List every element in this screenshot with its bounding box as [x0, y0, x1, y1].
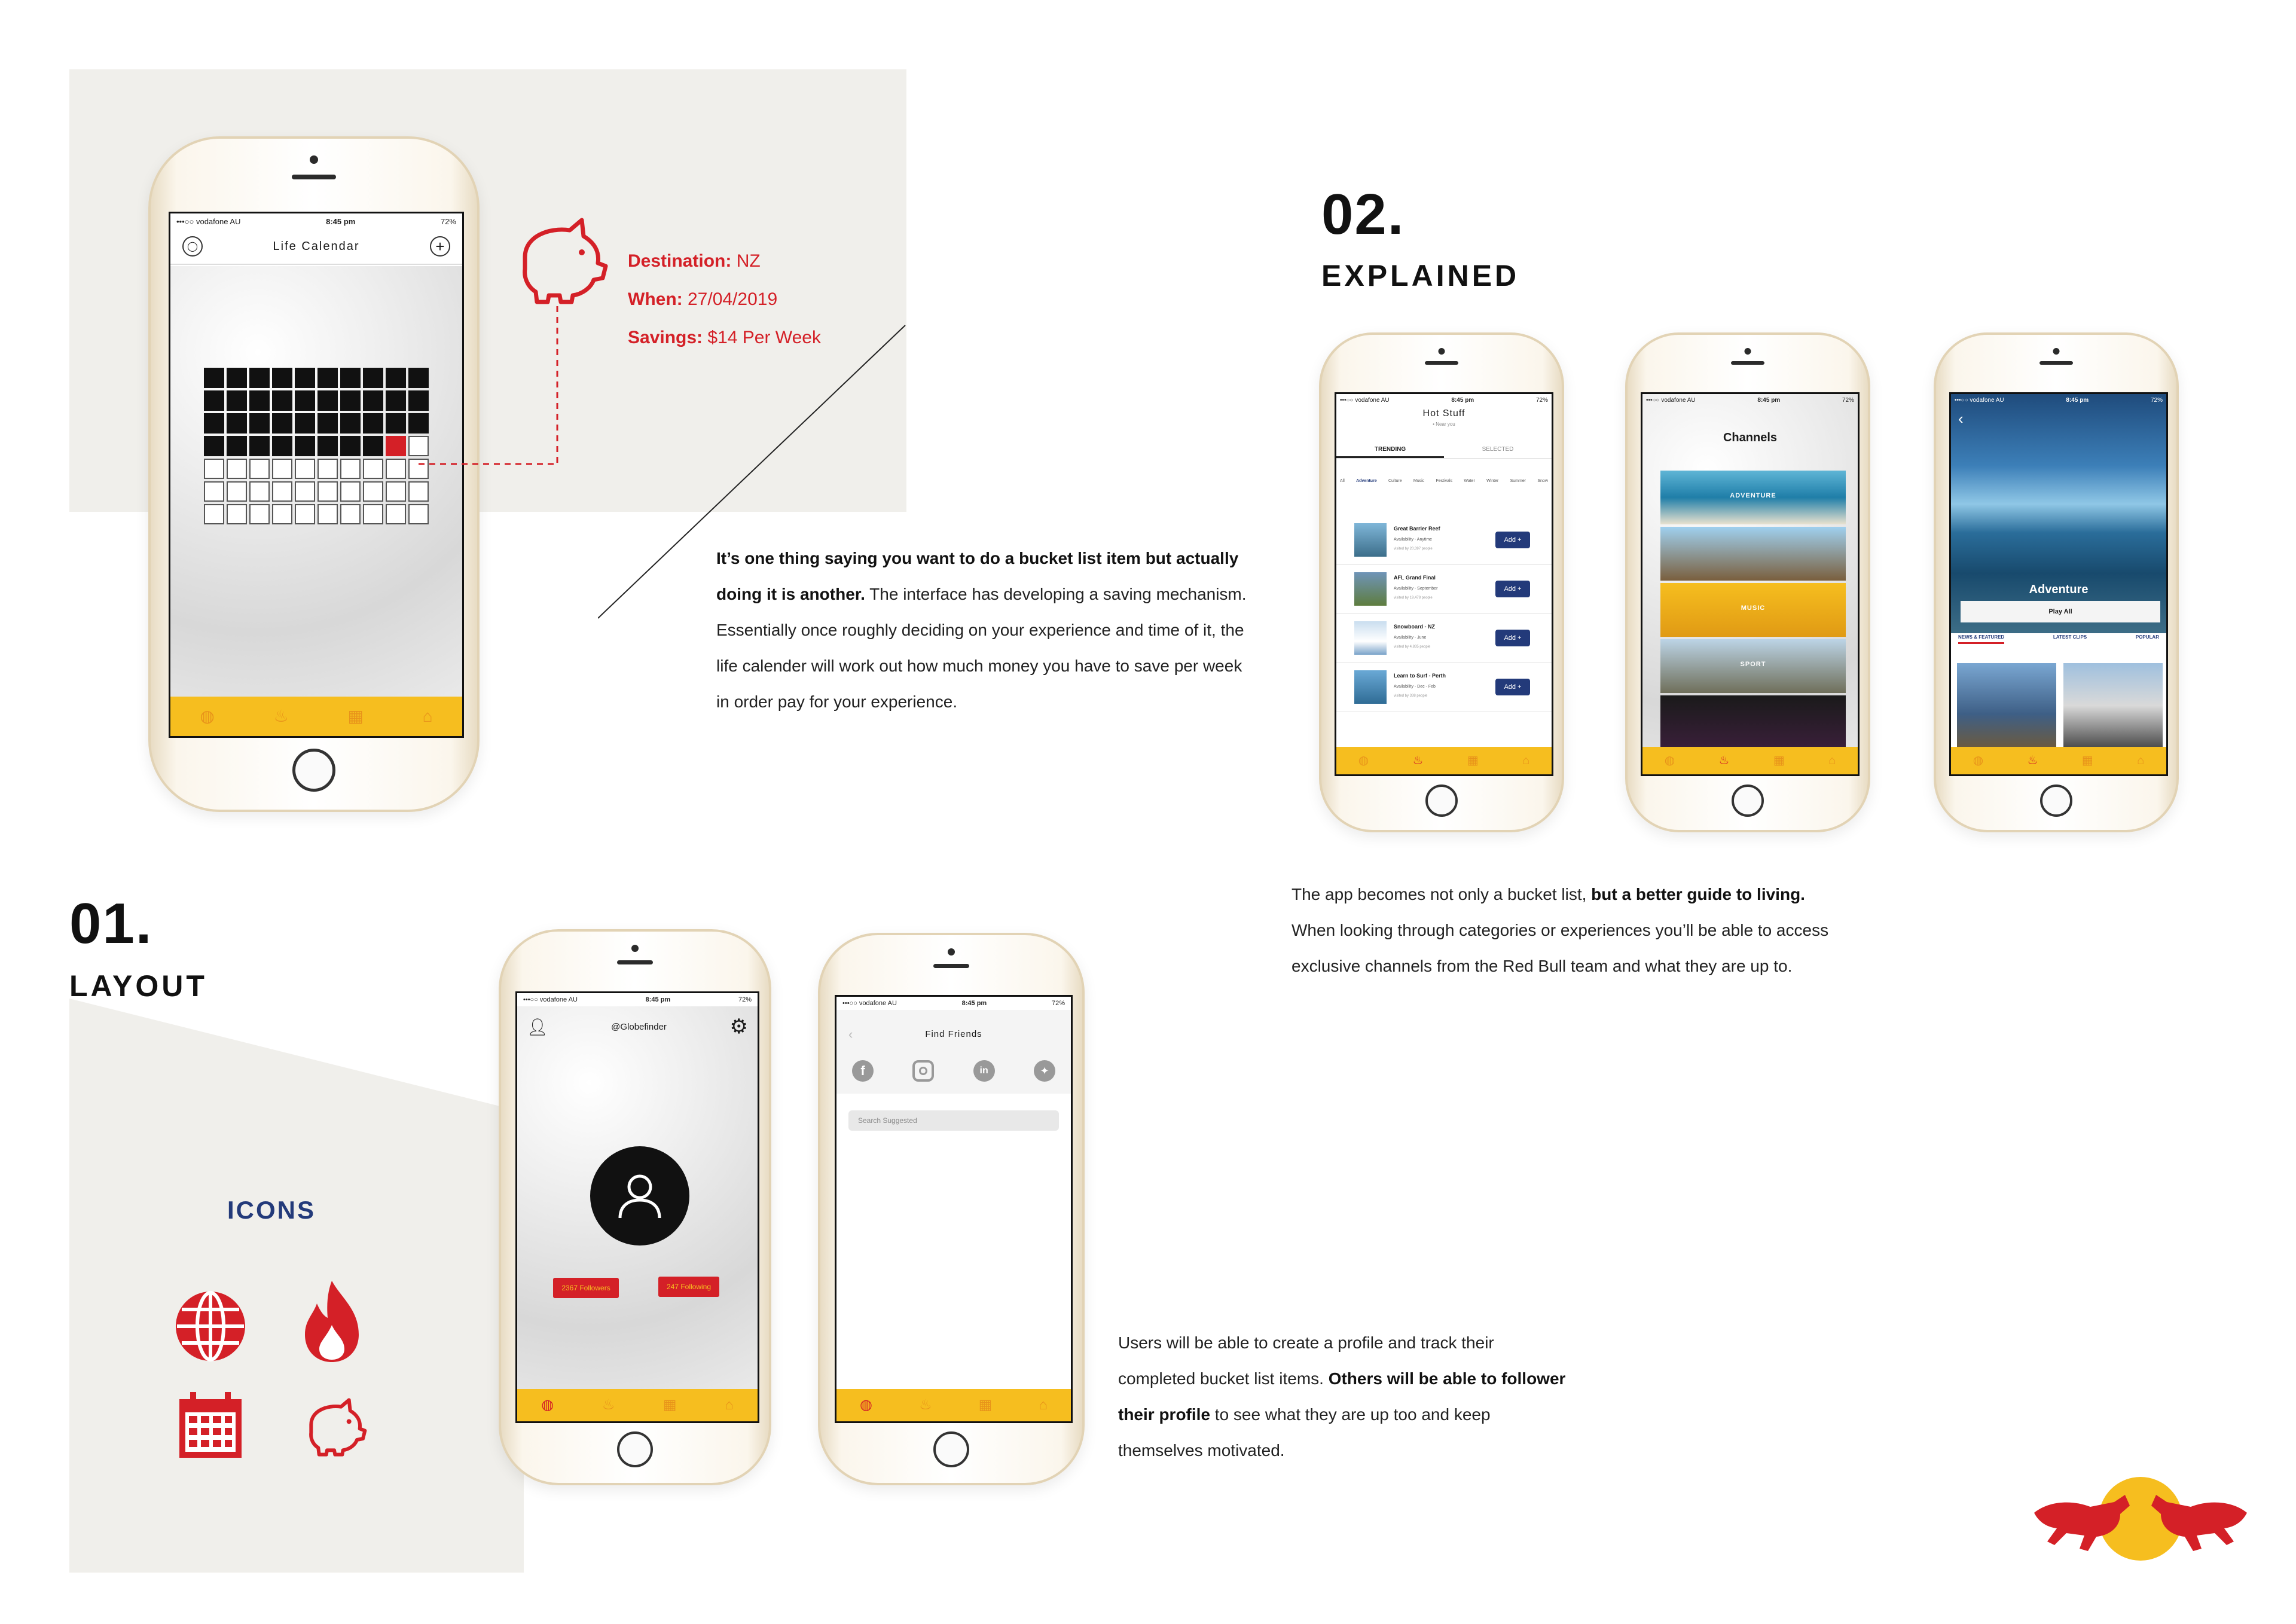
calendar-cell[interactable]: [386, 504, 406, 524]
calendar-cell[interactable]: [386, 368, 406, 388]
status-bar: •••○○ vodafone AU 8:45 pm 72%: [1646, 396, 1854, 404]
experience-thumbnail: [1354, 621, 1387, 655]
near-you-label: • Near you: [1433, 422, 1455, 427]
experience-availability: Availability - September: [1394, 587, 1438, 591]
clip-thumbnail-2[interactable]: [2063, 663, 2163, 748]
savings-callout: [628, 242, 821, 357]
find-friends-screen: [835, 995, 1073, 1423]
category-chip[interactable]: Summer: [1510, 479, 1526, 483]
piggy-icon: [299, 1397, 367, 1457]
calendar-cell[interactable]: [363, 459, 383, 479]
calendar-cell[interactable]: [272, 459, 292, 479]
category-chip[interactable]: Snow: [1537, 479, 1548, 483]
calendar-cell[interactable]: [204, 504, 224, 524]
tab-trending[interactable]: TRENDING: [1336, 443, 1444, 458]
home-button[interactable]: [617, 1431, 653, 1467]
tab-calendar-icon[interactable]: ▦: [1773, 754, 1785, 767]
tab-globe-icon[interactable]: ◍: [200, 707, 215, 725]
calendar-cell[interactable]: [363, 413, 383, 434]
calendar-cell[interactable]: [340, 368, 361, 388]
adventure-title: Adventure: [2029, 583, 2089, 596]
calendar-cell[interactable]: [249, 481, 270, 502]
followers-button[interactable]: 2367 Followers: [553, 1278, 619, 1298]
home-button[interactable]: [1732, 784, 1764, 817]
category-chip[interactable]: Culture: [1388, 479, 1402, 483]
destination-value: NZ: [736, 251, 761, 271]
calendar-cell[interactable]: [272, 504, 292, 524]
phone-hot-stuff: [1319, 332, 1564, 832]
experience-visited: visited by 4,835 people: [1394, 645, 1431, 649]
calendar-cell[interactable]: [272, 413, 292, 434]
experience-thumbnail: [1354, 523, 1387, 557]
calendar-cell[interactable]: [295, 368, 315, 388]
experience-thumbnail: [1354, 670, 1387, 704]
life-calendar-screen: [169, 212, 464, 738]
status-bar: •••○○ vodafone AU 8:45 pm 72%: [176, 216, 456, 226]
calendar-cell[interactable]: [227, 368, 247, 388]
calendar-cell[interactable]: [317, 390, 338, 411]
calendar-grid: [204, 368, 431, 524]
calendar-cell[interactable]: [227, 390, 247, 411]
calendar-cell[interactable]: [227, 459, 247, 479]
experience-availability: Availability - June: [1394, 636, 1427, 640]
list-item[interactable]: [1336, 565, 1552, 614]
channel-card[interactable]: [1660, 471, 1846, 524]
back-icon[interactable]: ‹: [848, 1027, 853, 1042]
calendar-icon: [177, 1391, 244, 1460]
channel-label: SPORT: [1740, 661, 1766, 668]
calendar-cell[interactable]: [386, 390, 406, 411]
calendar-cell[interactable]: [204, 390, 224, 411]
when-label: When:: [628, 289, 683, 309]
adventure-hero: [1951, 394, 2166, 633]
calendar-cell[interactable]: [249, 390, 270, 411]
tab-calendar-icon[interactable]: ▦: [2081, 754, 2093, 767]
calendar-cell[interactable]: [363, 436, 383, 456]
tab-globe-icon[interactable]: ◍: [1358, 754, 1369, 767]
tab-selected[interactable]: SELECTED: [1482, 446, 1514, 453]
home-button[interactable]: [2040, 784, 2072, 817]
experience-list: [1336, 516, 1552, 712]
person-icon: [613, 1169, 667, 1223]
status-bar: •••○○ vodafone AU 8:45 pm 72%: [523, 996, 752, 1003]
home-button[interactable]: [292, 749, 335, 792]
list-item[interactable]: [1336, 614, 1552, 663]
calendar-cell[interactable]: [340, 390, 361, 411]
social-icons: [852, 1060, 1055, 1082]
clip-thumbnail-1[interactable]: [1957, 663, 2056, 748]
calendar-cell[interactable]: [272, 390, 292, 411]
category-filter: [1340, 479, 1548, 483]
experience-name: Learn to Surf - Perth: [1394, 673, 1446, 679]
tab-fire-icon[interactable]: ♨: [602, 1397, 615, 1413]
channel-list: [1660, 471, 1846, 752]
piggy-bank-icon: [507, 215, 609, 305]
phone-life-calendar: [148, 136, 480, 812]
calendar-cell[interactable]: [249, 413, 270, 434]
experience-name: Snowboard - NZ: [1394, 624, 1435, 630]
calendar-cell[interactable]: [227, 481, 247, 502]
fire-icon: [299, 1280, 365, 1363]
section1-number: 01.: [69, 892, 153, 956]
calendar-cell[interactable]: [295, 459, 315, 479]
calendar-cell[interactable]: [272, 481, 292, 502]
calendar-cell[interactable]: [295, 504, 315, 524]
adventure-screen: [1949, 392, 2168, 776]
globe-icon: [173, 1289, 248, 1363]
add-icon[interactable]: +: [430, 236, 450, 257]
when-value: 27/04/2019: [687, 289, 778, 309]
calendar-cell[interactable]: [249, 368, 270, 388]
calendar-cell[interactable]: [340, 481, 361, 502]
calendar-cell[interactable]: [249, 459, 270, 479]
tab-bar: [1642, 747, 1858, 774]
callout-connector: [419, 299, 562, 472]
calendar-cell[interactable]: [340, 459, 361, 479]
category-chip[interactable]: Music: [1413, 479, 1425, 483]
play-all-button[interactable]: Play All: [1961, 601, 2160, 622]
channel-card[interactable]: [1660, 695, 1846, 749]
tab-globe-icon[interactable]: ◍: [860, 1397, 872, 1413]
tab-calendar-icon[interactable]: ▦: [978, 1397, 993, 1413]
experience-name: Great Barrier Reef: [1394, 526, 1440, 532]
calendar-cell[interactable]: [227, 436, 247, 456]
calendar-cell[interactable]: [204, 413, 224, 434]
category-chip[interactable]: Water: [1464, 479, 1475, 483]
paragraph-guide: The app becomes not only a bucket list, but a better guide to living. When looking through categories or experiences you’ll be able to access exclusive channels from the Red Bull team and what they are up to.: [1292, 885, 1829, 975]
calendar-cell[interactable]: [317, 481, 338, 502]
red-bull-logo: [2031, 1471, 2251, 1564]
channel-card[interactable]: [1660, 583, 1846, 637]
section2-number: 02.: [1321, 182, 1405, 246]
tab-piggy-icon[interactable]: ⌂: [2137, 754, 2145, 767]
calendar-cell[interactable]: [317, 436, 338, 456]
section2-title: EXPLAINED: [1321, 259, 1520, 292]
tab-piggy-icon[interactable]: ⌂: [1522, 754, 1530, 767]
experience-availability: Availability - Anytime: [1394, 538, 1433, 542]
category-chip[interactable]: Festivals: [1436, 479, 1453, 483]
tab-fire-icon[interactable]: ♨: [273, 707, 289, 725]
calendar-cell[interactable]: [249, 504, 270, 524]
calendar-cell[interactable]: [340, 436, 361, 456]
home-button[interactable]: [1425, 784, 1458, 817]
life-calendar-navbar: [170, 229, 462, 265]
calendar-cell[interactable]: [386, 413, 406, 434]
tab-fire-icon[interactable]: ♨: [2027, 754, 2038, 767]
add-button[interactable]: Add +: [1495, 581, 1530, 597]
calendar-cell[interactable]: [340, 413, 361, 434]
hot-stuff-title: Hot Stuff: [1422, 408, 1465, 419]
experience-availability: Availability - Dec - Feb: [1394, 685, 1436, 689]
calendar-cell[interactable]: [295, 481, 315, 502]
calendar-cell[interactable]: [227, 504, 247, 524]
back-icon[interactable]: ‹: [1958, 410, 1964, 428]
calendar-cell[interactable]: [295, 413, 315, 434]
calendar-cell[interactable]: [317, 504, 338, 524]
tab-piggy-icon[interactable]: ⌂: [1039, 1397, 1048, 1413]
tab-piggy-icon[interactable]: ⌂: [725, 1397, 734, 1413]
icons-heading: ICONS: [227, 1196, 316, 1224]
channels-title: Channels: [1723, 431, 1778, 444]
page-title: Find Friends: [925, 1029, 982, 1039]
experience-visited: visited by 20,397 people: [1394, 547, 1433, 551]
calendar-cell[interactable]: [408, 504, 429, 524]
add-button[interactable]: Add +: [1495, 532, 1530, 548]
channel-card[interactable]: [1660, 639, 1846, 693]
tab-calendar-icon[interactable]: ▦: [1467, 754, 1479, 767]
calendar-cell[interactable]: [386, 436, 406, 456]
tab-calendar-icon[interactable]: ▦: [347, 707, 364, 725]
experience-thumbnail: [1354, 572, 1387, 606]
profile-header: [517, 1015, 758, 1039]
phone-adventure: [1934, 332, 2179, 832]
calendar-cell[interactable]: [340, 504, 361, 524]
adventure-tab[interactable]: NEWS & FEATURED: [1958, 634, 2004, 644]
channels-screen: [1641, 392, 1860, 776]
page-title: Life Calendar: [273, 239, 360, 253]
channel-label: ADVENTURE: [1730, 492, 1776, 499]
experience-name: AFL Grand Final: [1394, 575, 1436, 581]
tab-calendar-icon[interactable]: ▦: [662, 1397, 677, 1413]
tab-fire-icon[interactable]: ♨: [1412, 754, 1424, 767]
tab-globe-icon[interactable]: ◍: [1664, 754, 1675, 767]
calendar-cell[interactable]: [363, 368, 383, 388]
calendar-cell[interactable]: [363, 390, 383, 411]
twitter-icon[interactable]: ✦: [1034, 1060, 1055, 1082]
gear-icon[interactable]: ⚙: [729, 1015, 748, 1038]
profile-handle: @Globefinder: [611, 1021, 667, 1032]
calendar-cell[interactable]: [204, 436, 224, 456]
calendar-cell[interactable]: [204, 459, 224, 479]
adventure-tabs: [1958, 634, 2159, 644]
following-button[interactable]: 247 Following: [658, 1277, 719, 1297]
add-button[interactable]: Add +: [1495, 630, 1530, 646]
facebook-icon[interactable]: f: [852, 1060, 874, 1082]
phone-find-friends: [818, 933, 1085, 1485]
calendar-cell[interactable]: [386, 459, 406, 479]
profile-screen: [515, 991, 759, 1423]
status-bar: •••○○ vodafone AU 8:45 pm 72%: [842, 1000, 1065, 1007]
destination-label: Destination:: [628, 251, 732, 271]
avatar[interactable]: [590, 1146, 689, 1246]
calendar-cell[interactable]: [363, 504, 383, 524]
calendar-cell[interactable]: [317, 413, 338, 434]
section1-title: LAYOUT: [69, 969, 207, 1003]
category-chip[interactable]: Winter: [1486, 479, 1499, 483]
channel-label: MUSIC: [1741, 605, 1766, 612]
paragraph-profile: Users will be able to create a profile and track their completed bucket list items. Others will be able to follower their profile to see what they are up too and keep themselves motivated.: [1118, 1333, 1566, 1460]
paragraph-saving: It’s one thing saying you want to do a bucket list item but actually doing it is another. The interface has developing a saving mechanism. Essentially once roughly deciding on your experience and time of it, the life calender will work out how much money you have to save per week in order pay for your experience.: [716, 549, 1247, 711]
list-item[interactable]: [1336, 663, 1552, 712]
calendar-cell[interactable]: [317, 459, 338, 479]
tab-globe-icon[interactable]: ◍: [541, 1397, 554, 1413]
bottom-left-panel: [69, 999, 524, 1573]
calendar-cell[interactable]: [363, 481, 383, 502]
calendar-cell[interactable]: [249, 436, 270, 456]
channel-card[interactable]: [1660, 527, 1846, 581]
category-chip[interactable]: Adventure: [1356, 479, 1377, 483]
calendar-cell[interactable]: [227, 413, 247, 434]
profile-icon[interactable]: ◯: [182, 236, 203, 257]
calendar-cell[interactable]: [272, 436, 292, 456]
status-bar: •••○○ vodafone AU 8:45 pm 72%: [1340, 396, 1548, 404]
calendar-cell[interactable]: [408, 481, 429, 502]
calendar-cell[interactable]: [386, 481, 406, 502]
tab-fire-icon[interactable]: ♨: [919, 1397, 932, 1413]
home-button[interactable]: [933, 1431, 969, 1467]
list-item[interactable]: [1336, 516, 1552, 565]
tab-piggy-icon[interactable]: ⌂: [422, 707, 433, 725]
calendar-cell[interactable]: [204, 481, 224, 502]
phone-profile: [499, 929, 771, 1485]
experience-visited: visited by 338 people: [1394, 694, 1428, 698]
savings-value: $14 Per Week: [707, 328, 821, 347]
status-bar: •••○○ vodafone AU 8:45 pm 72%: [1955, 396, 2163, 404]
tab-bar: [170, 697, 462, 736]
linkedin-icon[interactable]: in: [973, 1060, 995, 1082]
tab-fire-icon[interactable]: ♨: [1718, 754, 1730, 767]
calendar-cell[interactable]: [317, 368, 338, 388]
add-button[interactable]: Add +: [1495, 679, 1530, 695]
search-input[interactable]: Search Suggested: [848, 1110, 1059, 1131]
phone-channels: [1625, 332, 1870, 832]
calendar-cell[interactable]: [295, 390, 315, 411]
calendar-cell[interactable]: [204, 368, 224, 388]
tab-bar: [517, 1389, 758, 1421]
hot-stuff-tabs: [1336, 443, 1552, 459]
calendar-cell[interactable]: [295, 436, 315, 456]
tab-globe-icon[interactable]: ◍: [1973, 754, 1984, 767]
tab-bar: [1336, 747, 1552, 774]
find-friends-header: [836, 1010, 1071, 1094]
savings-label: Savings:: [628, 328, 703, 347]
adventure-tab[interactable]: LATEST CLIPS: [2053, 634, 2087, 640]
tab-bar: [1951, 747, 2166, 774]
user-settings-icon[interactable]: 👤︎: [527, 1017, 548, 1036]
hot-stuff-screen: [1335, 392, 1553, 776]
adventure-tab[interactable]: POPULAR: [2135, 634, 2159, 640]
experience-visited: visited by 19,478 people: [1394, 596, 1433, 600]
instagram-icon[interactable]: [912, 1060, 934, 1082]
calendar-cell[interactable]: [272, 368, 292, 388]
profile-body: [517, 1006, 758, 1389]
tab-piggy-icon[interactable]: ⌂: [1828, 754, 1836, 767]
category-chip[interactable]: All: [1340, 479, 1345, 483]
tab-bar: [836, 1389, 1071, 1421]
